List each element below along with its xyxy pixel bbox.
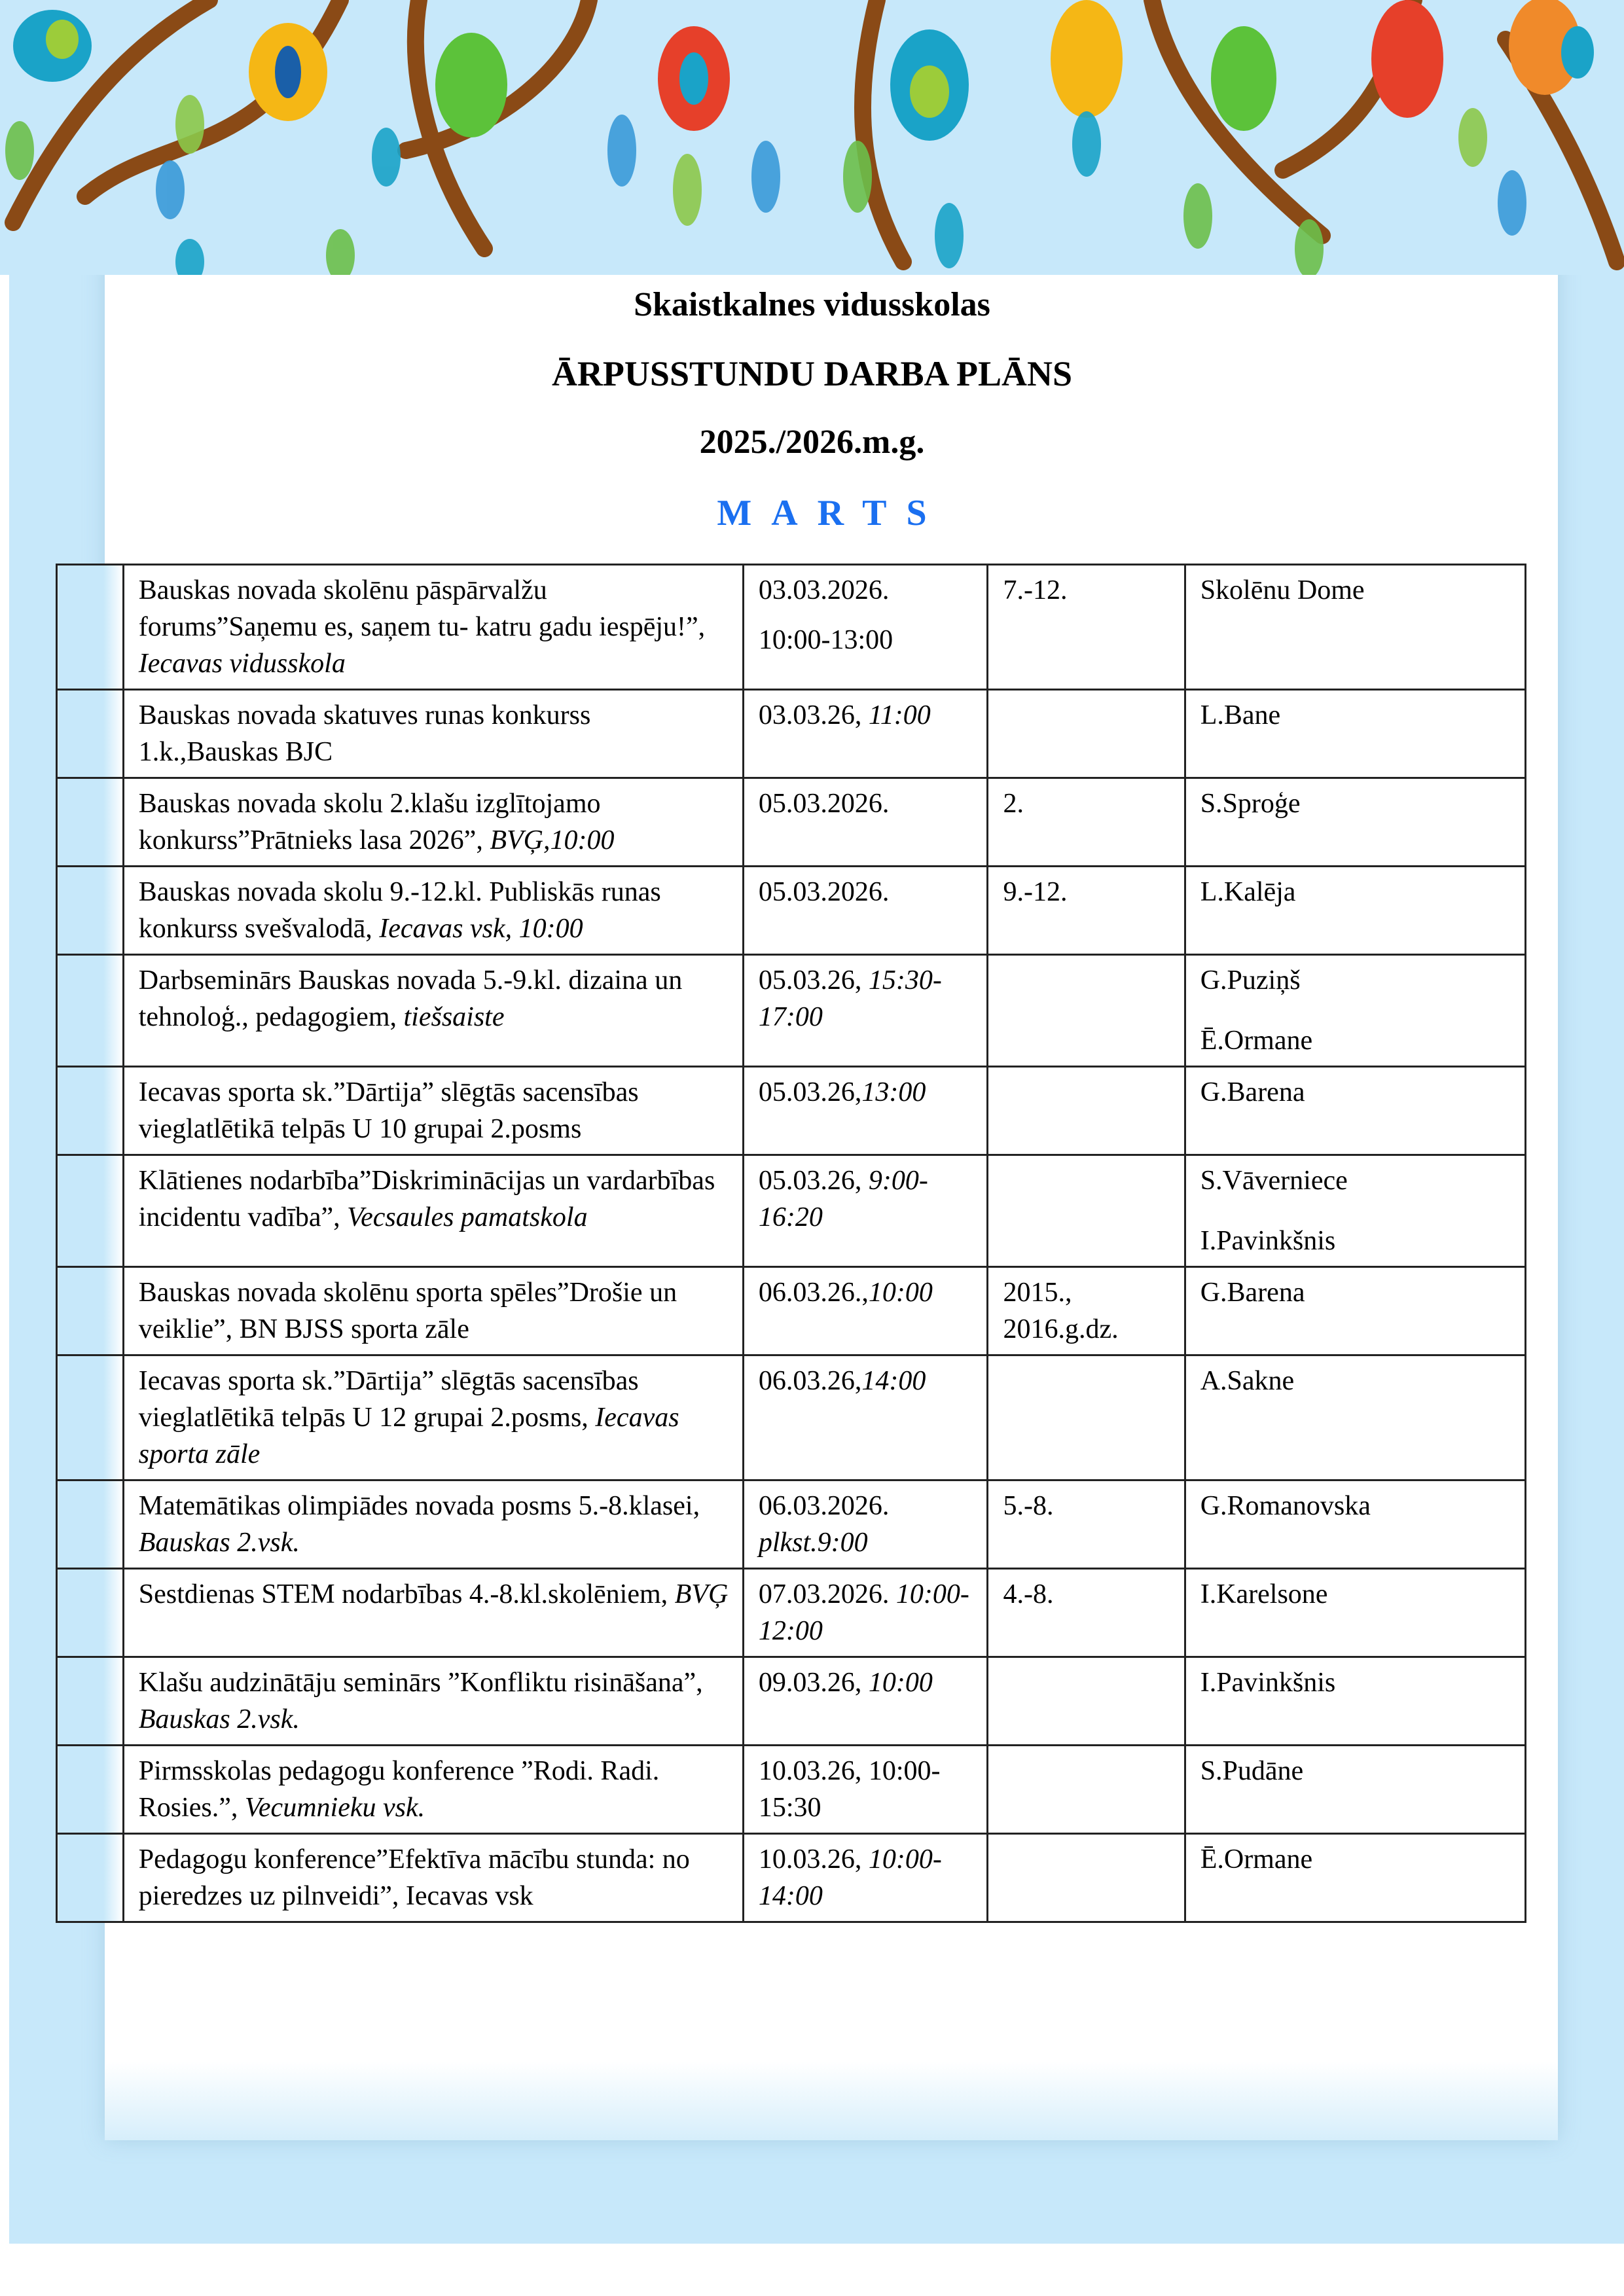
row-number-cell [57, 1746, 124, 1834]
classes-cell: 5.-8. [988, 1480, 1185, 1569]
event-title: Pirmsskolas pedagogu konference ”Rodi. Radi. Rosies.”, [138, 1756, 660, 1823]
date-cell [743, 1746, 988, 1834]
event-date: 05.03.2026. [758, 877, 890, 907]
classes-cell: 9.-12. [988, 867, 1185, 955]
responsible-cell [1185, 1746, 1525, 1834]
classes-cell: 4.-8. [988, 1569, 1185, 1657]
responsible-person: G.Barena [1200, 1077, 1305, 1107]
date-cell [743, 1355, 988, 1480]
date-cell [743, 1267, 988, 1355]
responsible-person: Ē.Ormane [1200, 1026, 1313, 1056]
table-row [57, 1657, 1526, 1746]
date-cell [743, 1657, 988, 1746]
event-cell [123, 1155, 743, 1267]
row-number-cell [57, 1067, 124, 1155]
date-cell [743, 955, 988, 1067]
event-location: Iecavas sporta zāle [138, 1403, 679, 1469]
paper-shadow [105, 2062, 1558, 2140]
event-date: 10.03.26, [758, 1756, 869, 1786]
responsible-person: Skolēnu Dome [1200, 575, 1365, 605]
date-cell [743, 1480, 988, 1569]
responsible-person: L.Bane [1200, 700, 1281, 730]
event-time: plkst.9:00 [758, 1528, 868, 1558]
event-cell [123, 867, 743, 955]
row-number-cell [57, 1834, 124, 1922]
event-cell [123, 1657, 743, 1746]
row-number-cell [57, 1480, 124, 1569]
responsible-cell [1185, 1834, 1525, 1922]
responsible-person: I.Pavinkšnis [1200, 1668, 1336, 1698]
decorative-banner [0, 0, 1624, 275]
event-cell [123, 1569, 743, 1657]
event-title: Iecavas sporta sk.”Dārtija” slēgtās sacensības vieglatlētikā telpās U 12 grupai 2.posms, [138, 1366, 639, 1433]
activity-plan-table [56, 564, 1526, 1923]
responsible-person: G.Puziņš [1200, 965, 1301, 996]
classes-cell: 2. [988, 778, 1185, 867]
event-location: Iecavas vsk, 10:00 [379, 914, 583, 944]
event-location: Bauskas 2.vsk. [138, 1704, 300, 1734]
event-time: 10:00-13:00 [758, 625, 893, 655]
event-date: 03.03.26, [758, 700, 869, 730]
event-date: 06.03.26., [758, 1278, 869, 1308]
event-time: 10:00 [868, 1668, 933, 1698]
responsible-cell [1185, 1657, 1525, 1746]
date-cell [743, 690, 988, 778]
table-row [57, 778, 1526, 867]
event-cell [123, 1746, 743, 1834]
event-location: Vecsaules pamatskola [347, 1202, 588, 1232]
table-row [57, 1834, 1526, 1922]
event-title: Klātienes nodarbība”Diskriminācijas un vardarbības incidentu vadība”, [138, 1166, 715, 1232]
event-location: Vecumnieku vsk. [244, 1793, 425, 1823]
classes-cell [988, 1067, 1185, 1155]
event-title: Pedagogu konference”Efektīva mācību stunda: no pieredzes uz pilnveidi”, Iecavas vsk [138, 1844, 690, 1911]
table-row [57, 690, 1526, 778]
event-time: 15:30-17:00 [758, 965, 942, 1032]
responsible-cell [1185, 1569, 1525, 1657]
classes-cell [988, 1657, 1185, 1746]
row-number-cell [57, 778, 124, 867]
classes-cell: 2015., 2016.g.dz. [988, 1267, 1185, 1355]
event-time: 10:00 [868, 1278, 933, 1308]
event-title: Klašu audzinātāju seminārs ”Konfliktu risināšana”, [138, 1668, 703, 1698]
date-cell [743, 778, 988, 867]
table-row [57, 1355, 1526, 1480]
row-number-cell [57, 1657, 124, 1746]
date-cell [743, 1834, 988, 1922]
table-row [57, 955, 1526, 1067]
table-row [57, 867, 1526, 955]
event-date: 05.03.2026. [758, 789, 890, 819]
classes-cell [988, 955, 1185, 1067]
event-title: Matemātikas olimpiādes novada posms 5.-8.klasei, [138, 1491, 700, 1521]
row-number-cell [57, 1267, 124, 1355]
row-number-cell [57, 867, 124, 955]
event-title: Bauskas novada skolēnu sporta spēles”Drošie un veiklie”, BN BJSS sporta zāle [138, 1278, 677, 1344]
event-date: 06.03.26, [758, 1366, 862, 1396]
date-cell [743, 1155, 988, 1267]
school-year: 2025./2026.m.g. [699, 423, 925, 461]
event-time: 13:00 [861, 1077, 926, 1107]
responsible-cell [1185, 1480, 1525, 1569]
event-cell [123, 690, 743, 778]
table-row [57, 1067, 1526, 1155]
event-cell [123, 778, 743, 867]
responsible-person: G.Barena [1200, 1278, 1305, 1308]
event-location: Bauskas 2.vsk. [138, 1528, 300, 1558]
row-number-cell [57, 955, 124, 1067]
event-location: tiešsaiste [403, 1002, 505, 1032]
event-cell [123, 565, 743, 690]
row-number-cell [57, 690, 124, 778]
event-location: BVĢ [674, 1579, 729, 1609]
event-time: 14:00 [861, 1366, 926, 1396]
event-title: Bauskas novada skolu 2.klašu izglītojamo konkurss”Prātnieks lasa 2026”, [138, 789, 601, 855]
responsible-person: A.Sakne [1200, 1366, 1295, 1396]
event-date: 05.03.26, [758, 1077, 862, 1107]
event-cell [123, 1480, 743, 1569]
date-cell [743, 867, 988, 955]
row-number-cell [57, 1569, 124, 1657]
event-cell [123, 955, 743, 1067]
event-location: BVĢ,10:00 [490, 825, 615, 855]
month-title: MARTS [717, 493, 947, 533]
event-date: 09.03.26, [758, 1668, 869, 1698]
row-number-cell [57, 565, 124, 690]
birds-on-branches-icon [0, 0, 1624, 275]
responsible-cell [1185, 1067, 1525, 1155]
event-title: Bauskas novada skolu 9.-12.kl. Publiskās runas konkurss svešvalodā, [138, 877, 661, 944]
event-date: 10.03.26, [758, 1844, 869, 1874]
responsible-person: S.Vāverniece [1200, 1166, 1348, 1196]
table-row [57, 1267, 1526, 1355]
table-row [57, 1746, 1526, 1834]
date-cell [743, 565, 988, 690]
event-time: 11:00 [868, 700, 931, 730]
date-cell [743, 1067, 988, 1155]
responsible-cell [1185, 690, 1525, 778]
table-row [57, 565, 1526, 690]
responsible-cell [1185, 1355, 1525, 1480]
table-row [57, 1155, 1526, 1267]
classes-cell: 7.-12. [988, 565, 1185, 690]
event-title: Bauskas novada skolēnu pāspārvalžu forums”Saņemu es, saņem tu- katru gadu iespēju!”, [138, 575, 706, 642]
table-row [57, 1480, 1526, 1569]
event-cell [123, 1067, 743, 1155]
classes-cell [988, 1355, 1185, 1480]
classes-cell [988, 1155, 1185, 1267]
event-location: Iecavas vidusskola [138, 649, 346, 679]
event-time: 9:00-16:20 [758, 1166, 928, 1232]
responsible-person: L.Kalēja [1200, 877, 1296, 907]
event-title: Iecavas sporta sk.”Dārtija” slēgtās sacensības vieglatlētikā telpās U 10 grupai 2.posms [138, 1077, 639, 1144]
table-row [57, 1569, 1526, 1657]
classes-cell [988, 690, 1185, 778]
plan-title: ĀRPUSSTUNDU DARBA PLĀNS [551, 354, 1073, 393]
row-number-cell [57, 1155, 124, 1267]
responsible-cell [1185, 778, 1525, 867]
responsible-person: S.Sproģe [1200, 789, 1301, 819]
event-date: 05.03.26, [758, 1166, 869, 1196]
event-date: 06.03.2026. [758, 1491, 890, 1521]
classes-cell [988, 1834, 1185, 1922]
school-name: Skaistkalnes vidusskolas [634, 286, 990, 323]
event-time: 10:00-12:00 [758, 1579, 969, 1646]
event-cell [123, 1267, 743, 1355]
event-cell [123, 1355, 743, 1480]
row-number-cell [57, 1355, 124, 1480]
responsible-cell [1185, 1155, 1525, 1267]
responsible-person: S.Pudāne [1200, 1756, 1304, 1786]
responsible-person: G.Romanovska [1200, 1491, 1371, 1521]
event-time: 10:00-15:30 [758, 1756, 941, 1823]
classes-cell [988, 1746, 1185, 1834]
event-title: Darbseminārs Bauskas novada 5.-9.kl. dizaina un tehnoloģ., pedagogiem, [138, 965, 683, 1032]
event-time: 10:00-14:00 [758, 1844, 942, 1911]
event-date: 03.03.2026. [758, 575, 890, 605]
event-title: Sestdienas STEM nodarbības 4.-8.kl.skolēniem, [138, 1579, 675, 1609]
event-cell [123, 1834, 743, 1922]
responsible-person: I.Pavinkšnis [1200, 1226, 1336, 1256]
responsible-cell [1185, 1267, 1525, 1355]
event-date: 07.03.2026. [758, 1579, 896, 1609]
responsible-person: I.Karelsone [1200, 1579, 1328, 1609]
responsible-cell [1185, 565, 1525, 690]
responsible-cell [1185, 867, 1525, 955]
event-title: Bauskas novada skatuves runas konkurss 1.k.,Bauskas BJC [138, 700, 591, 767]
event-date: 05.03.26, [758, 965, 869, 996]
responsible-cell [1185, 955, 1525, 1067]
date-cell [743, 1569, 988, 1657]
responsible-person: Ē.Ormane [1200, 1844, 1313, 1874]
